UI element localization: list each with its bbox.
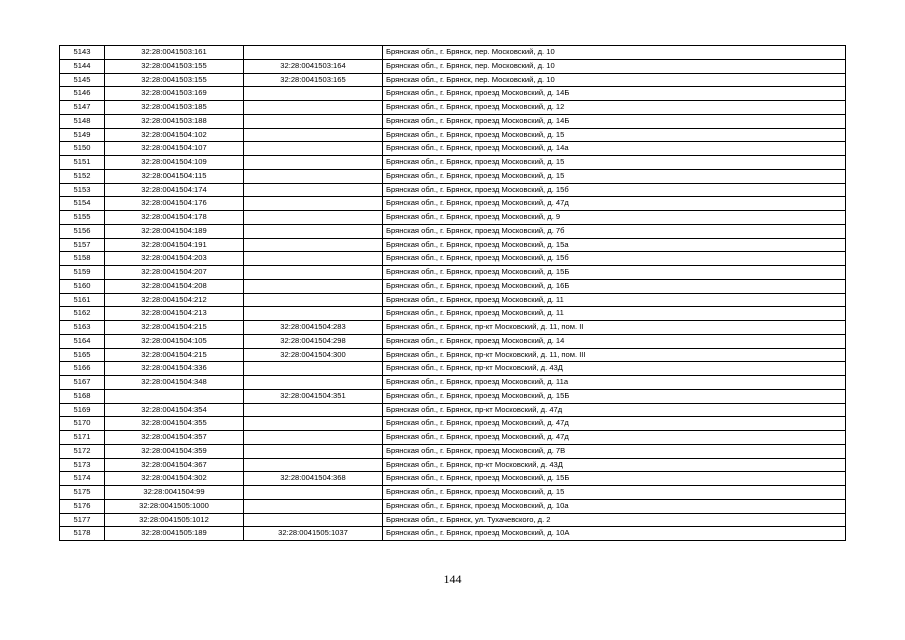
registry-table (59, 45, 846, 541)
address-cell: Брянская обл., г. Брянск, пр-кт Московский, д. 43Д (383, 458, 846, 472)
cadastral-number-cell: 32:28:0041504:105 (105, 334, 244, 348)
cadastral-number-cell: 32:28:0041504:215 (105, 348, 244, 362)
row-number-cell: 5174 (60, 472, 105, 486)
table-row (60, 101, 846, 115)
table-row (60, 403, 846, 417)
related-cadastral-number-cell (244, 417, 383, 431)
cadastral-number-cell: 32:28:0041505:1012 (105, 513, 244, 527)
row-number-cell: 5148 (60, 114, 105, 128)
address-cell: Брянская обл., г. Брянск, пр-кт Московский, д. 43Д (383, 362, 846, 376)
address-cell: Брянская обл., г. Брянск, проезд Московский, д. 12 (383, 101, 846, 115)
table-row (60, 238, 846, 252)
row-number-cell: 5176 (60, 499, 105, 513)
address-cell: Брянская обл., г. Брянск, проезд Московский, д. 7б (383, 224, 846, 238)
related-cadastral-number-cell (244, 486, 383, 500)
cadastral-number-cell: 32:28:0041503:155 (105, 73, 244, 87)
related-cadastral-number-cell: 32:28:0041503:164 (244, 59, 383, 73)
cadastral-number-cell: 32:28:0041503:155 (105, 59, 244, 73)
table-row (60, 197, 846, 211)
related-cadastral-number-cell (244, 101, 383, 115)
table-row (60, 114, 846, 128)
related-cadastral-number-cell (244, 458, 383, 472)
cadastral-number-cell: 32:28:0041504:336 (105, 362, 244, 376)
table-row (60, 334, 846, 348)
table-row (60, 128, 846, 142)
address-cell: Брянская обл., г. Брянск, проезд Московский, д. 47д (383, 417, 846, 431)
related-cadastral-number-cell (244, 87, 383, 101)
row-number-cell: 5162 (60, 307, 105, 321)
related-cadastral-number-cell (244, 279, 383, 293)
row-number-cell: 5146 (60, 87, 105, 101)
table-row (60, 156, 846, 170)
related-cadastral-number-cell: 32:28:0041504:368 (244, 472, 383, 486)
cadastral-number-cell: 32:28:0041504:189 (105, 224, 244, 238)
table-row (60, 183, 846, 197)
address-cell: Брянская обл., г. Брянск, проезд Московский, д. 16Б (383, 279, 846, 293)
address-cell: Брянская обл., г. Брянск, проезд Московский, д. 15Б (383, 266, 846, 280)
address-cell: Брянская обл., г. Брянск, проезд Московский, д. 11 (383, 307, 846, 321)
page-number: 144 (443, 572, 462, 586)
address-cell: Брянская обл., г. Брянск, проезд Московский, д. 47д (383, 431, 846, 445)
cadastral-number-cell: 32:28:0041503:169 (105, 87, 244, 101)
cadastral-number-cell: 32:28:0041504:367 (105, 458, 244, 472)
table-row (60, 417, 846, 431)
address-cell: Брянская обл., г. Брянск, проезд Московский, д. 11а (383, 376, 846, 390)
address-cell: Брянская обл., г. Брянск, проезд Московский, д. 10а (383, 499, 846, 513)
cadastral-number-cell: 32:28:0041504:99 (105, 486, 244, 500)
address-cell: Брянская обл., г. Брянск, ул. Тухачевского, д. 2 (383, 513, 846, 527)
table-row (60, 321, 846, 335)
table-row (60, 458, 846, 472)
related-cadastral-number-cell (244, 197, 383, 211)
cadastral-number-cell (105, 389, 244, 403)
address-cell: Брянская обл., г. Брянск, пр-кт Московский, д. 11, пом. III (383, 348, 846, 362)
row-number-cell: 5167 (60, 376, 105, 390)
row-number-cell: 5151 (60, 156, 105, 170)
table-row (60, 59, 846, 73)
address-cell: Брянская обл., г. Брянск, проезд Московский, д. 15Б (383, 389, 846, 403)
row-number-cell: 5169 (60, 403, 105, 417)
cadastral-number-cell: 32:28:0041503:185 (105, 101, 244, 115)
table-row (60, 499, 846, 513)
related-cadastral-number-cell (244, 266, 383, 280)
related-cadastral-number-cell (244, 142, 383, 156)
related-cadastral-number-cell (244, 307, 383, 321)
table-row (60, 142, 846, 156)
address-cell: Брянская обл., г. Брянск, проезд Московский, д. 10А (383, 527, 846, 541)
cadastral-number-cell: 32:28:0041504:357 (105, 431, 244, 445)
row-number-cell: 5156 (60, 224, 105, 238)
cadastral-number-cell: 32:28:0041505:189 (105, 527, 244, 541)
address-cell: Брянская обл., г. Брянск, проезд Московский, д. 15б (383, 183, 846, 197)
address-cell: Брянская обл., г. Брянск, проезд Московский, д. 14Б (383, 87, 846, 101)
address-cell: Брянская обл., г. Брянск, проезд Московский, д. 15 (383, 156, 846, 170)
table-row (60, 224, 846, 238)
address-cell: Брянская обл., г. Брянск, проезд Московский, д. 15б (383, 252, 846, 266)
row-number-cell: 5145 (60, 73, 105, 87)
cadastral-number-cell: 32:28:0041504:115 (105, 169, 244, 183)
table-row (60, 486, 846, 500)
related-cadastral-number-cell: 32:28:0041504:298 (244, 334, 383, 348)
address-cell: Брянская обл., г. Брянск, проезд Московский, д. 15 (383, 486, 846, 500)
row-number-cell: 5178 (60, 527, 105, 541)
address-cell: Брянская обл., г. Брянск, проезд Московский, д. 15а (383, 238, 846, 252)
cadastral-number-cell: 32:28:0041504:348 (105, 376, 244, 390)
related-cadastral-number-cell (244, 169, 383, 183)
table-row (60, 472, 846, 486)
address-cell: Брянская обл., г. Брянск, проезд Московский, д. 14Б (383, 114, 846, 128)
related-cadastral-number-cell (244, 114, 383, 128)
row-number-cell: 5147 (60, 101, 105, 115)
table-row (60, 293, 846, 307)
address-cell: Брянская обл., г. Брянск, пр-кт Московский, д. 47д (383, 403, 846, 417)
address-cell: Брянская обл., г. Брянск, пер. Московский, д. 10 (383, 59, 846, 73)
row-number-cell: 5171 (60, 431, 105, 445)
table-row (60, 431, 846, 445)
row-number-cell: 5149 (60, 128, 105, 142)
table-row (60, 513, 846, 527)
related-cadastral-number-cell: 32:28:0041503:165 (244, 73, 383, 87)
table-row (60, 279, 846, 293)
table-row (60, 252, 846, 266)
row-number-cell: 5175 (60, 486, 105, 500)
row-number-cell: 5172 (60, 444, 105, 458)
address-cell: Брянская обл., г. Брянск, проезд Московский, д. 14а (383, 142, 846, 156)
related-cadastral-number-cell: 32:28:0041504:351 (244, 389, 383, 403)
address-cell: Брянская обл., г. Брянск, проезд Московский, д. 15Б (383, 472, 846, 486)
related-cadastral-number-cell (244, 403, 383, 417)
cadastral-number-cell: 32:28:0041503:161 (105, 46, 244, 60)
cadastral-number-cell: 32:28:0041503:188 (105, 114, 244, 128)
table-row (60, 527, 846, 541)
row-number-cell: 5157 (60, 238, 105, 252)
cadastral-number-cell: 32:28:0041504:203 (105, 252, 244, 266)
row-number-cell: 5144 (60, 59, 105, 73)
row-number-cell: 5161 (60, 293, 105, 307)
row-number-cell: 5168 (60, 389, 105, 403)
related-cadastral-number-cell: 32:28:0041504:283 (244, 321, 383, 335)
address-cell: Брянская обл., г. Брянск, проезд Московский, д. 7В (383, 444, 846, 458)
row-number-cell: 5159 (60, 266, 105, 280)
related-cadastral-number-cell (244, 513, 383, 527)
row-number-cell: 5155 (60, 211, 105, 225)
row-number-cell: 5153 (60, 183, 105, 197)
cadastral-number-cell: 32:28:0041504:302 (105, 472, 244, 486)
row-number-cell: 5152 (60, 169, 105, 183)
related-cadastral-number-cell: 32:28:0041505:1037 (244, 527, 383, 541)
address-cell: Брянская обл., г. Брянск, пр-кт Московский, д. 11, пом. II (383, 321, 846, 335)
row-number-cell: 5143 (60, 46, 105, 60)
related-cadastral-number-cell (244, 156, 383, 170)
table-row (60, 266, 846, 280)
cadastral-number-cell: 32:28:0041504:207 (105, 266, 244, 280)
row-number-cell: 5150 (60, 142, 105, 156)
table-row (60, 348, 846, 362)
cadastral-number-cell: 32:28:0041504:178 (105, 211, 244, 225)
address-cell: Брянская обл., г. Брянск, проезд Московский, д. 47д (383, 197, 846, 211)
related-cadastral-number-cell (244, 183, 383, 197)
related-cadastral-number-cell (244, 252, 383, 266)
cadastral-number-cell: 32:28:0041504:354 (105, 403, 244, 417)
table-row (60, 389, 846, 403)
cadastral-number-cell: 32:28:0041504:109 (105, 156, 244, 170)
row-number-cell: 5160 (60, 279, 105, 293)
table-row (60, 169, 846, 183)
related-cadastral-number-cell (244, 224, 383, 238)
row-number-cell: 5177 (60, 513, 105, 527)
address-cell: Брянская обл., г. Брянск, проезд Московский, д. 15 (383, 128, 846, 142)
table-row (60, 362, 846, 376)
row-number-cell: 5165 (60, 348, 105, 362)
row-number-cell: 5154 (60, 197, 105, 211)
row-number-cell: 5158 (60, 252, 105, 266)
table-row (60, 376, 846, 390)
cadastral-number-cell: 32:28:0041504:212 (105, 293, 244, 307)
address-cell: Брянская обл., г. Брянск, проезд Московский, д. 9 (383, 211, 846, 225)
row-number-cell: 5173 (60, 458, 105, 472)
row-number-cell: 5164 (60, 334, 105, 348)
row-number-cell: 5163 (60, 321, 105, 335)
table-row (60, 444, 846, 458)
cadastral-number-cell: 32:28:0041504:102 (105, 128, 244, 142)
address-cell: Брянская обл., г. Брянск, проезд Московский, д. 14 (383, 334, 846, 348)
related-cadastral-number-cell (244, 128, 383, 142)
table-row (60, 73, 846, 87)
related-cadastral-number-cell (244, 362, 383, 376)
related-cadastral-number-cell (244, 211, 383, 225)
cadastral-number-cell: 32:28:0041504:107 (105, 142, 244, 156)
related-cadastral-number-cell (244, 376, 383, 390)
table-row (60, 307, 846, 321)
address-cell: Брянская обл., г. Брянск, пер. Московский, д. 10 (383, 73, 846, 87)
cadastral-number-cell: 32:28:0041504:355 (105, 417, 244, 431)
related-cadastral-number-cell (244, 499, 383, 513)
cadastral-number-cell: 32:28:0041504:208 (105, 279, 244, 293)
cadastral-number-cell: 32:28:0041504:215 (105, 321, 244, 335)
table-row (60, 87, 846, 101)
cadastral-number-cell: 32:28:0041505:1000 (105, 499, 244, 513)
registry-table-body (60, 46, 846, 541)
cadastral-number-cell: 32:28:0041504:176 (105, 197, 244, 211)
cadastral-number-cell: 32:28:0041504:174 (105, 183, 244, 197)
address-cell: Брянская обл., г. Брянск, проезд Московский, д. 11 (383, 293, 846, 307)
related-cadastral-number-cell (244, 46, 383, 60)
cadastral-number-cell: 32:28:0041504:359 (105, 444, 244, 458)
address-cell: Брянская обл., г. Брянск, пер. Московский, д. 10 (383, 46, 846, 60)
address-cell: Брянская обл., г. Брянск, проезд Московский, д. 15 (383, 169, 846, 183)
related-cadastral-number-cell (244, 238, 383, 252)
cadastral-number-cell: 32:28:0041504:191 (105, 238, 244, 252)
row-number-cell: 5166 (60, 362, 105, 376)
table-row (60, 211, 846, 225)
related-cadastral-number-cell (244, 444, 383, 458)
related-cadastral-number-cell (244, 431, 383, 445)
related-cadastral-number-cell: 32:28:0041504:300 (244, 348, 383, 362)
related-cadastral-number-cell (244, 293, 383, 307)
row-number-cell: 5170 (60, 417, 105, 431)
cadastral-number-cell: 32:28:0041504:213 (105, 307, 244, 321)
table-row (60, 46, 846, 60)
